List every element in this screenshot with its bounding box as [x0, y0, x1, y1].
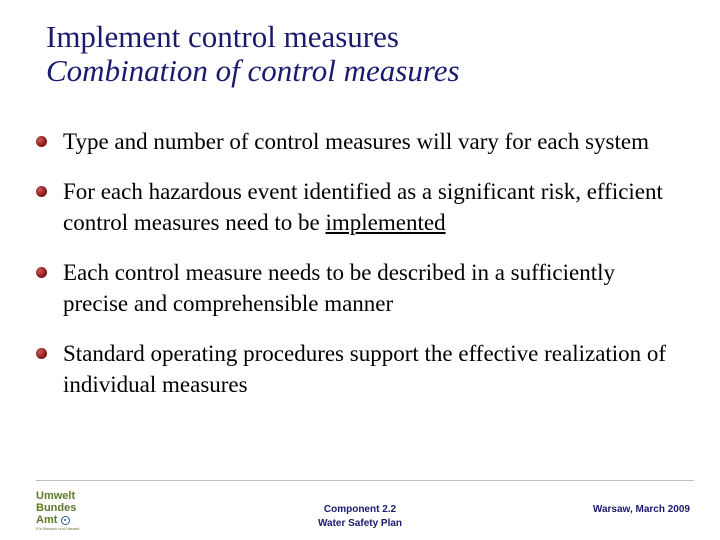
- globe-icon: [61, 516, 70, 525]
- logo-line-3: Amt: [36, 514, 58, 526]
- bullet-item: [36, 338, 676, 400]
- footer-divider: [36, 480, 694, 481]
- logo-line-2: Bundes: [36, 502, 77, 514]
- slide-title: Implement control measures: [46, 19, 399, 54]
- bullet-item: [36, 126, 676, 157]
- logo-line-1: Umwelt: [36, 490, 76, 502]
- logo-line-3-row: [36, 514, 100, 526]
- footer-component-line-2: Water Safety Plan: [317, 518, 403, 529]
- bullet-text: For each hazardous event identified as a significant risk, efficient control measures need to be: [63, 179, 663, 235]
- footer-date: Warsaw, March 2009: [592, 504, 690, 515]
- bullet-dot-icon: [36, 267, 47, 278]
- bullet-item: [36, 176, 676, 238]
- footer-component-line-1: Component 2.2: [323, 504, 397, 515]
- bullet-underlined-word: implemented: [325, 210, 446, 235]
- bullet-text: Each control measure needs to be described in a sufficiently precise and comprehensible manner: [63, 260, 616, 316]
- bullet-list: [36, 126, 676, 419]
- logo-tagline: Für Mensch und Umwelt: [36, 526, 80, 531]
- slide-title-block: [46, 20, 686, 88]
- bullet-dot-icon: [36, 136, 47, 147]
- slide-subtitle: Combination of control measures: [46, 53, 460, 88]
- bullet-dot-icon: [36, 348, 47, 359]
- umweltbundesamt-logo: [36, 490, 100, 536]
- footer-component: [260, 503, 460, 531]
- bullet-item: [36, 257, 676, 319]
- bullet-dot-icon: [36, 186, 47, 197]
- bullet-text: Standard operating procedures support the effective realization of individual measures: [63, 341, 667, 397]
- bullet-text: Type and number of control measures will vary for each system: [63, 129, 649, 154]
